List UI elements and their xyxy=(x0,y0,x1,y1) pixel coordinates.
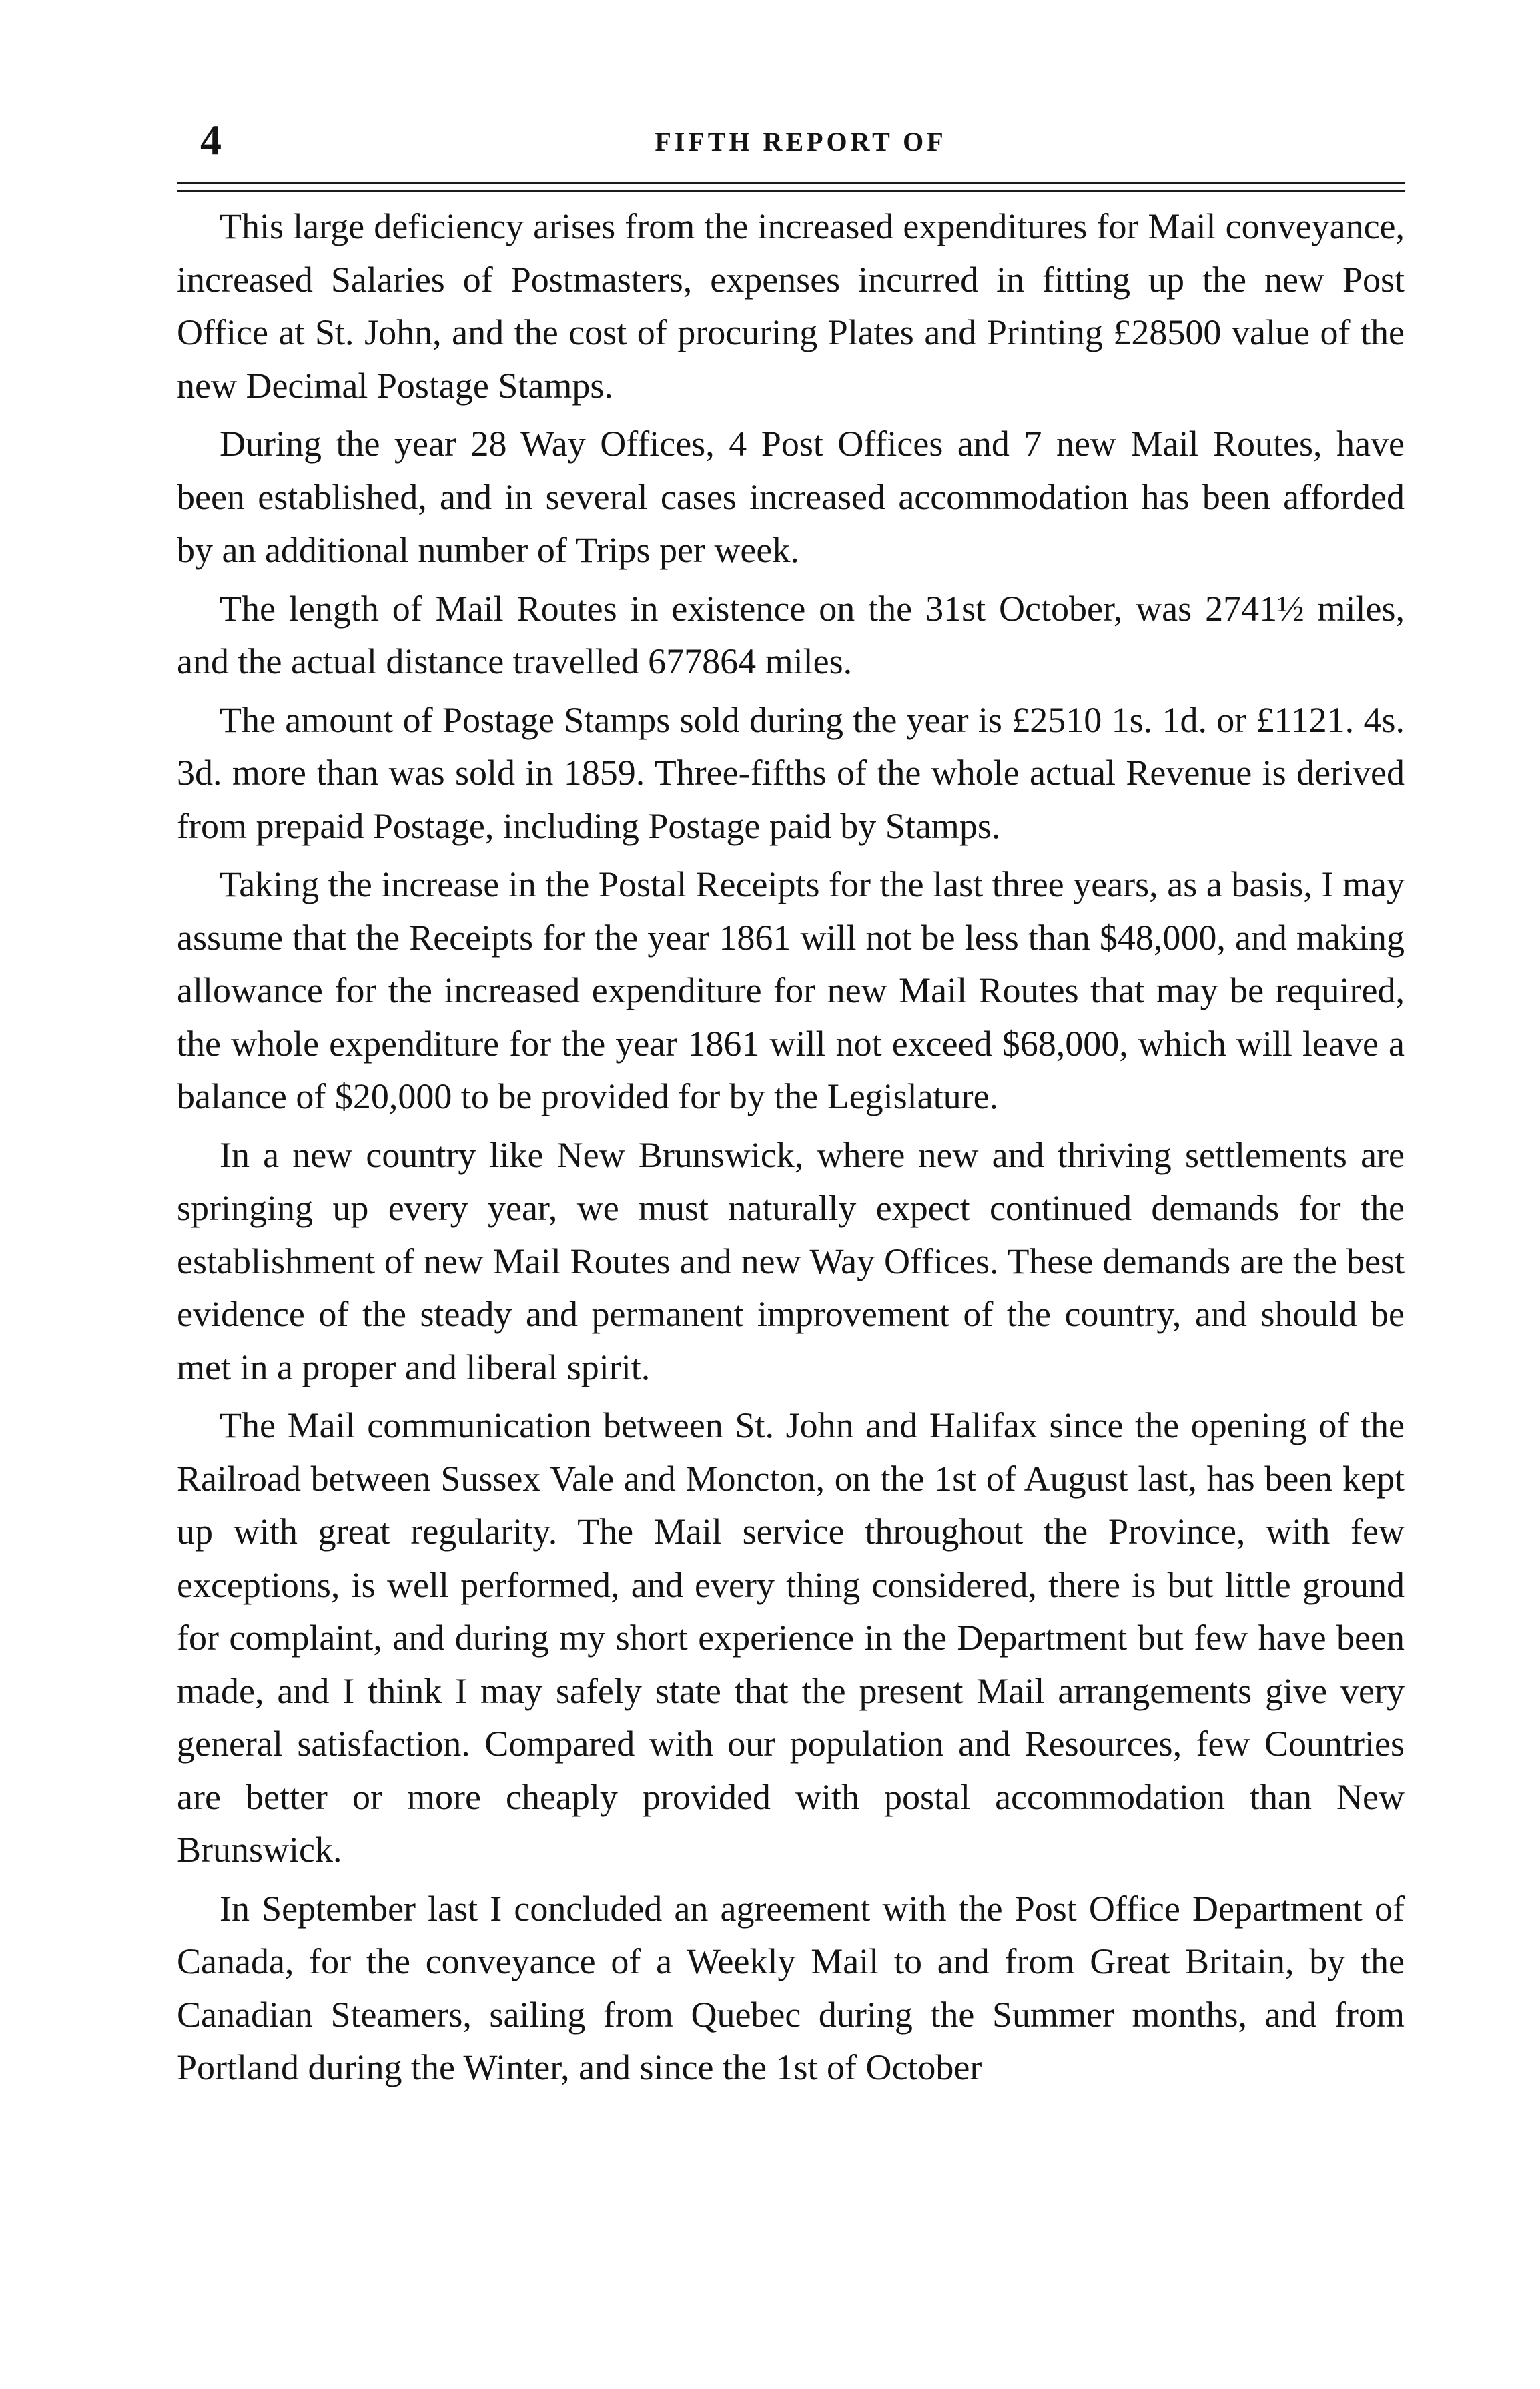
paragraph-canada-agreement: In September last I concluded an agreement with the Post Office Department of Canada, for the conveyance of a Weekly Mail to and from Great Britain, by the Canadian Steamers, sailing from Quebec during the Summer months, and from Portland during the Winter, and since the 1st of October xyxy=(177,1888,1405,2087)
header-rule-secondary xyxy=(177,190,1405,192)
header-rule xyxy=(177,182,1405,184)
paragraph-route-length: The length of Mail Routes in existence on the 31st October, was 2741½ miles, and the actual distance travelled 677864 miles. xyxy=(177,588,1405,681)
page-number: 4 xyxy=(200,116,222,163)
paragraph-mail-communication: The Mail communication between St. John and Halifax since the opening of the Railroad between Sussex Vale and Moncton, on the 1st of August last, has been kept up with great regularity. The Mail service throughout the Province, with few exceptions, is well performed, and every thing considered, there is but little ground for complaint, and during my short experience in the Department but few have been made, and I think I may safely state that the present Mail arrangements give very general satisfaction. Compared with our population and Resources, few Countries are better or more cheaply provided with postal accommodation than New Brunswick. xyxy=(177,1405,1405,1870)
page-header xyxy=(200,113,1401,167)
paragraph-postage-stamps: The amount of Postage Stamps sold during the year is £2510 1s. 1d. or £1121. 4s. 3d. more than was sold in 1859. Three-fifths of the whole actual Revenue is derived from prepaid Postage, including Postage paid by Stamps. xyxy=(177,699,1405,846)
body-text xyxy=(177,200,1405,2095)
paragraph-way-offices: During the year 28 Way Offices, 4 Post Offices and 7 new Mail Routes, have been established, and in several cases increased accommodation has been afforded by an additional number of Trips per week. xyxy=(177,424,1405,570)
paragraph-deficiency: This large deficiency arises from the increased expenditures for Mail conveyance, increased Salaries of Postmasters, expenses incurred in fitting up the new Post Office at St. John, and the cost of procuring Plates and Printing £28500 value of the new Decimal Postage Stamps. xyxy=(177,206,1405,406)
paragraph-receipts-estimate: Taking the increase in the Postal Receipts for the last three years, as a basis, I may assume that the Receipts for the year 1861 will not be less than $48,000, and making allowance for the increased expenditure for new Mail Routes that may be required, the whole expenditure for the year 1861 will not exceed $68,000, which will leave a balance of $20,000 to be provided for by the Legislature. xyxy=(177,864,1405,1116)
paragraph-new-country: In a new country like New Brunswick, where new and thriving settlements are springing up every year, we must naturally expect continued demands for the establishment of new Mail Routes and new Way Offices. These demands are the best evidence of the steady and permanent improvement of the country, and should be met in a proper and liberal spirit. xyxy=(177,1134,1405,1387)
running-title: FIFTH REPORT OF xyxy=(655,127,947,157)
